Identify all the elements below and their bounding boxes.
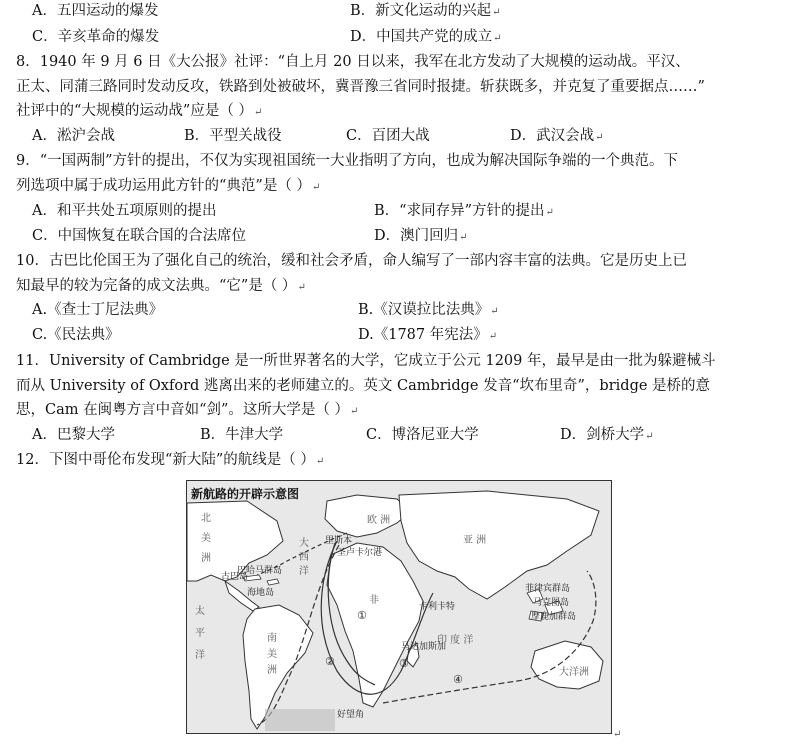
q11-stem-line2: 而从 University of Oxford 逃离出来的老师建立的。英文 Cambridge 发音“坎布里奇”，bridge 是桥的意: [16, 378, 711, 394]
q12-stem-line1: 12．下图中哥伦布发现“新大陆”的航线是（ ）↵: [16, 452, 325, 468]
q10-option-c: C.《民法典》: [32, 327, 120, 343]
label-bahamas: 巴哈马群岛: [237, 566, 283, 576]
return-mark: ↵: [492, 7, 501, 18]
label-lisbon: 里斯本: [325, 536, 353, 546]
return-mark: ↵: [253, 107, 263, 118]
label-south-america: 南 美 洲: [267, 633, 277, 676]
q8-option-b: B．平型关战役: [184, 128, 282, 144]
return-mark: ↵: [595, 132, 604, 143]
label-pacific: 太 平 洋: [195, 606, 205, 661]
q9-option-c: C．中国恢复在联合国的合法席位: [32, 228, 247, 244]
label-cuba: 古巴岛: [221, 572, 249, 582]
q11-stem-line3: 思，Cam 在闽粤方言中音如“剑”。这所大学是（ ）↵: [16, 402, 359, 418]
label-africa: 非: [369, 595, 379, 606]
return-mark: ↵: [645, 431, 654, 442]
new-routes-map: [186, 480, 612, 734]
route-marker-4: ④: [453, 673, 463, 686]
label-asia: 亚 洲: [463, 535, 487, 546]
return-mark: ↵: [315, 456, 325, 467]
label-atlantic: 大 西 洋: [299, 538, 309, 577]
label-australia: 大洋洲: [559, 667, 589, 678]
return-mark: ↵: [350, 406, 359, 417]
q11-option-c: C．博洛尼亚大学: [366, 427, 479, 443]
q7-option-b: B．新文化运动的兴起↵: [350, 3, 501, 19]
route-marker-2: ②: [325, 655, 335, 668]
route-marker-1: ①: [357, 609, 367, 622]
return-mark: ↵: [297, 282, 306, 293]
q9-stem-line1: 9．“一国两制”方针的提出，不仅为实现祖国统一大业指明了方向，也成为解决国际争端的一个典范。下: [16, 153, 679, 169]
q8-option-d: D．武汉会战↵: [510, 128, 604, 144]
label-philippines: 菲律宾群岛: [525, 584, 571, 594]
q9-option-a: A．和平共处五项原则的提出: [32, 203, 217, 219]
q8-option-c: C．百团大战: [346, 128, 430, 144]
q10-stem-line2: 知最早的较为完备的成文法典。“它”是（ ）↵: [16, 278, 306, 294]
label-hispaniola: 海地岛: [247, 588, 275, 598]
q11-stem-line1: 11．University of Cambridge 是一所世界著名的大学，它成立于公元 1209 年，最早是由一批为躲避械斗: [16, 353, 716, 369]
q9-option-d: D．澳门回归↵: [374, 228, 468, 244]
label-europe: 欧 洲: [367, 515, 391, 526]
label-moluccas: 马克图岛: [533, 598, 570, 608]
return-mark: ↵: [613, 729, 622, 740]
q11-option-d: D．剑桥大学↵: [560, 427, 654, 443]
return-mark: ↵: [490, 306, 499, 317]
q8-option-a: A．淞沪会战: [32, 128, 115, 144]
label-madagascar: 马达加斯加: [401, 642, 447, 652]
return-mark: ↵: [545, 207, 554, 218]
return-mark: ↵: [493, 33, 502, 44]
q10-stem-line1: 10．古巴比伦国王为了强化自己的统治，缓和社会矛盾，命人编写了一部内容丰富的法典。它是历史上已: [16, 253, 687, 269]
label-indian-ocean: 印 度 洋: [437, 635, 474, 646]
q7-option-c: C．辛亥革命的爆发: [32, 29, 160, 45]
label-cape: 好望角: [337, 710, 365, 720]
q11-option-a: A．巴黎大学: [32, 427, 115, 443]
map-title: 新航路的开辟示意图: [191, 487, 300, 501]
q9-option-b: B．“求同存异”方针的提出↵: [374, 203, 554, 219]
return-mark: ↵: [459, 232, 468, 243]
label-palos: 圣卢卡尔港: [337, 548, 383, 558]
q10-option-a: A.《查士丁尼法典》: [32, 302, 164, 318]
return-mark: ↵: [488, 331, 498, 342]
q8-stem-line2: 正太、同蒲三路同时发动反攻，铁路到处被破坏，冀晋豫三省同时报捷。斩获既多，并克复了重要据点……”: [16, 79, 705, 95]
q9-stem-line2: 列选项中属于成功运用此方针的“典范”是（ ）↵: [16, 178, 321, 194]
return-mark: ↵: [311, 182, 321, 193]
q8-stem-line1: 8．1940 年 9 月 6 日《大公报》社评：“自上月 20 日以来，我军在北方发动了大规模的运动战。平汉、: [16, 54, 690, 70]
q7-option-a: A．五四运动的爆发: [32, 3, 159, 19]
q8-stem-line3: 社评中的“大规模的运动战”应是（ ）↵: [16, 103, 263, 119]
label-borneo: 摩鹿加群岛: [531, 612, 577, 622]
route-marker-3: ③: [399, 657, 409, 670]
label-calicut: 卡利卡特: [419, 602, 456, 612]
q7-option-d: D．中国共产党的成立↵: [350, 29, 502, 45]
label-north-america: 北 美 洲: [201, 513, 211, 564]
q11-option-b: B．牛津大学: [200, 427, 284, 443]
q10-option-d: D.《1787 年宪法》↵: [358, 327, 498, 343]
q10-option-b: B.《汉谟拉比法典》↵: [358, 302, 499, 318]
